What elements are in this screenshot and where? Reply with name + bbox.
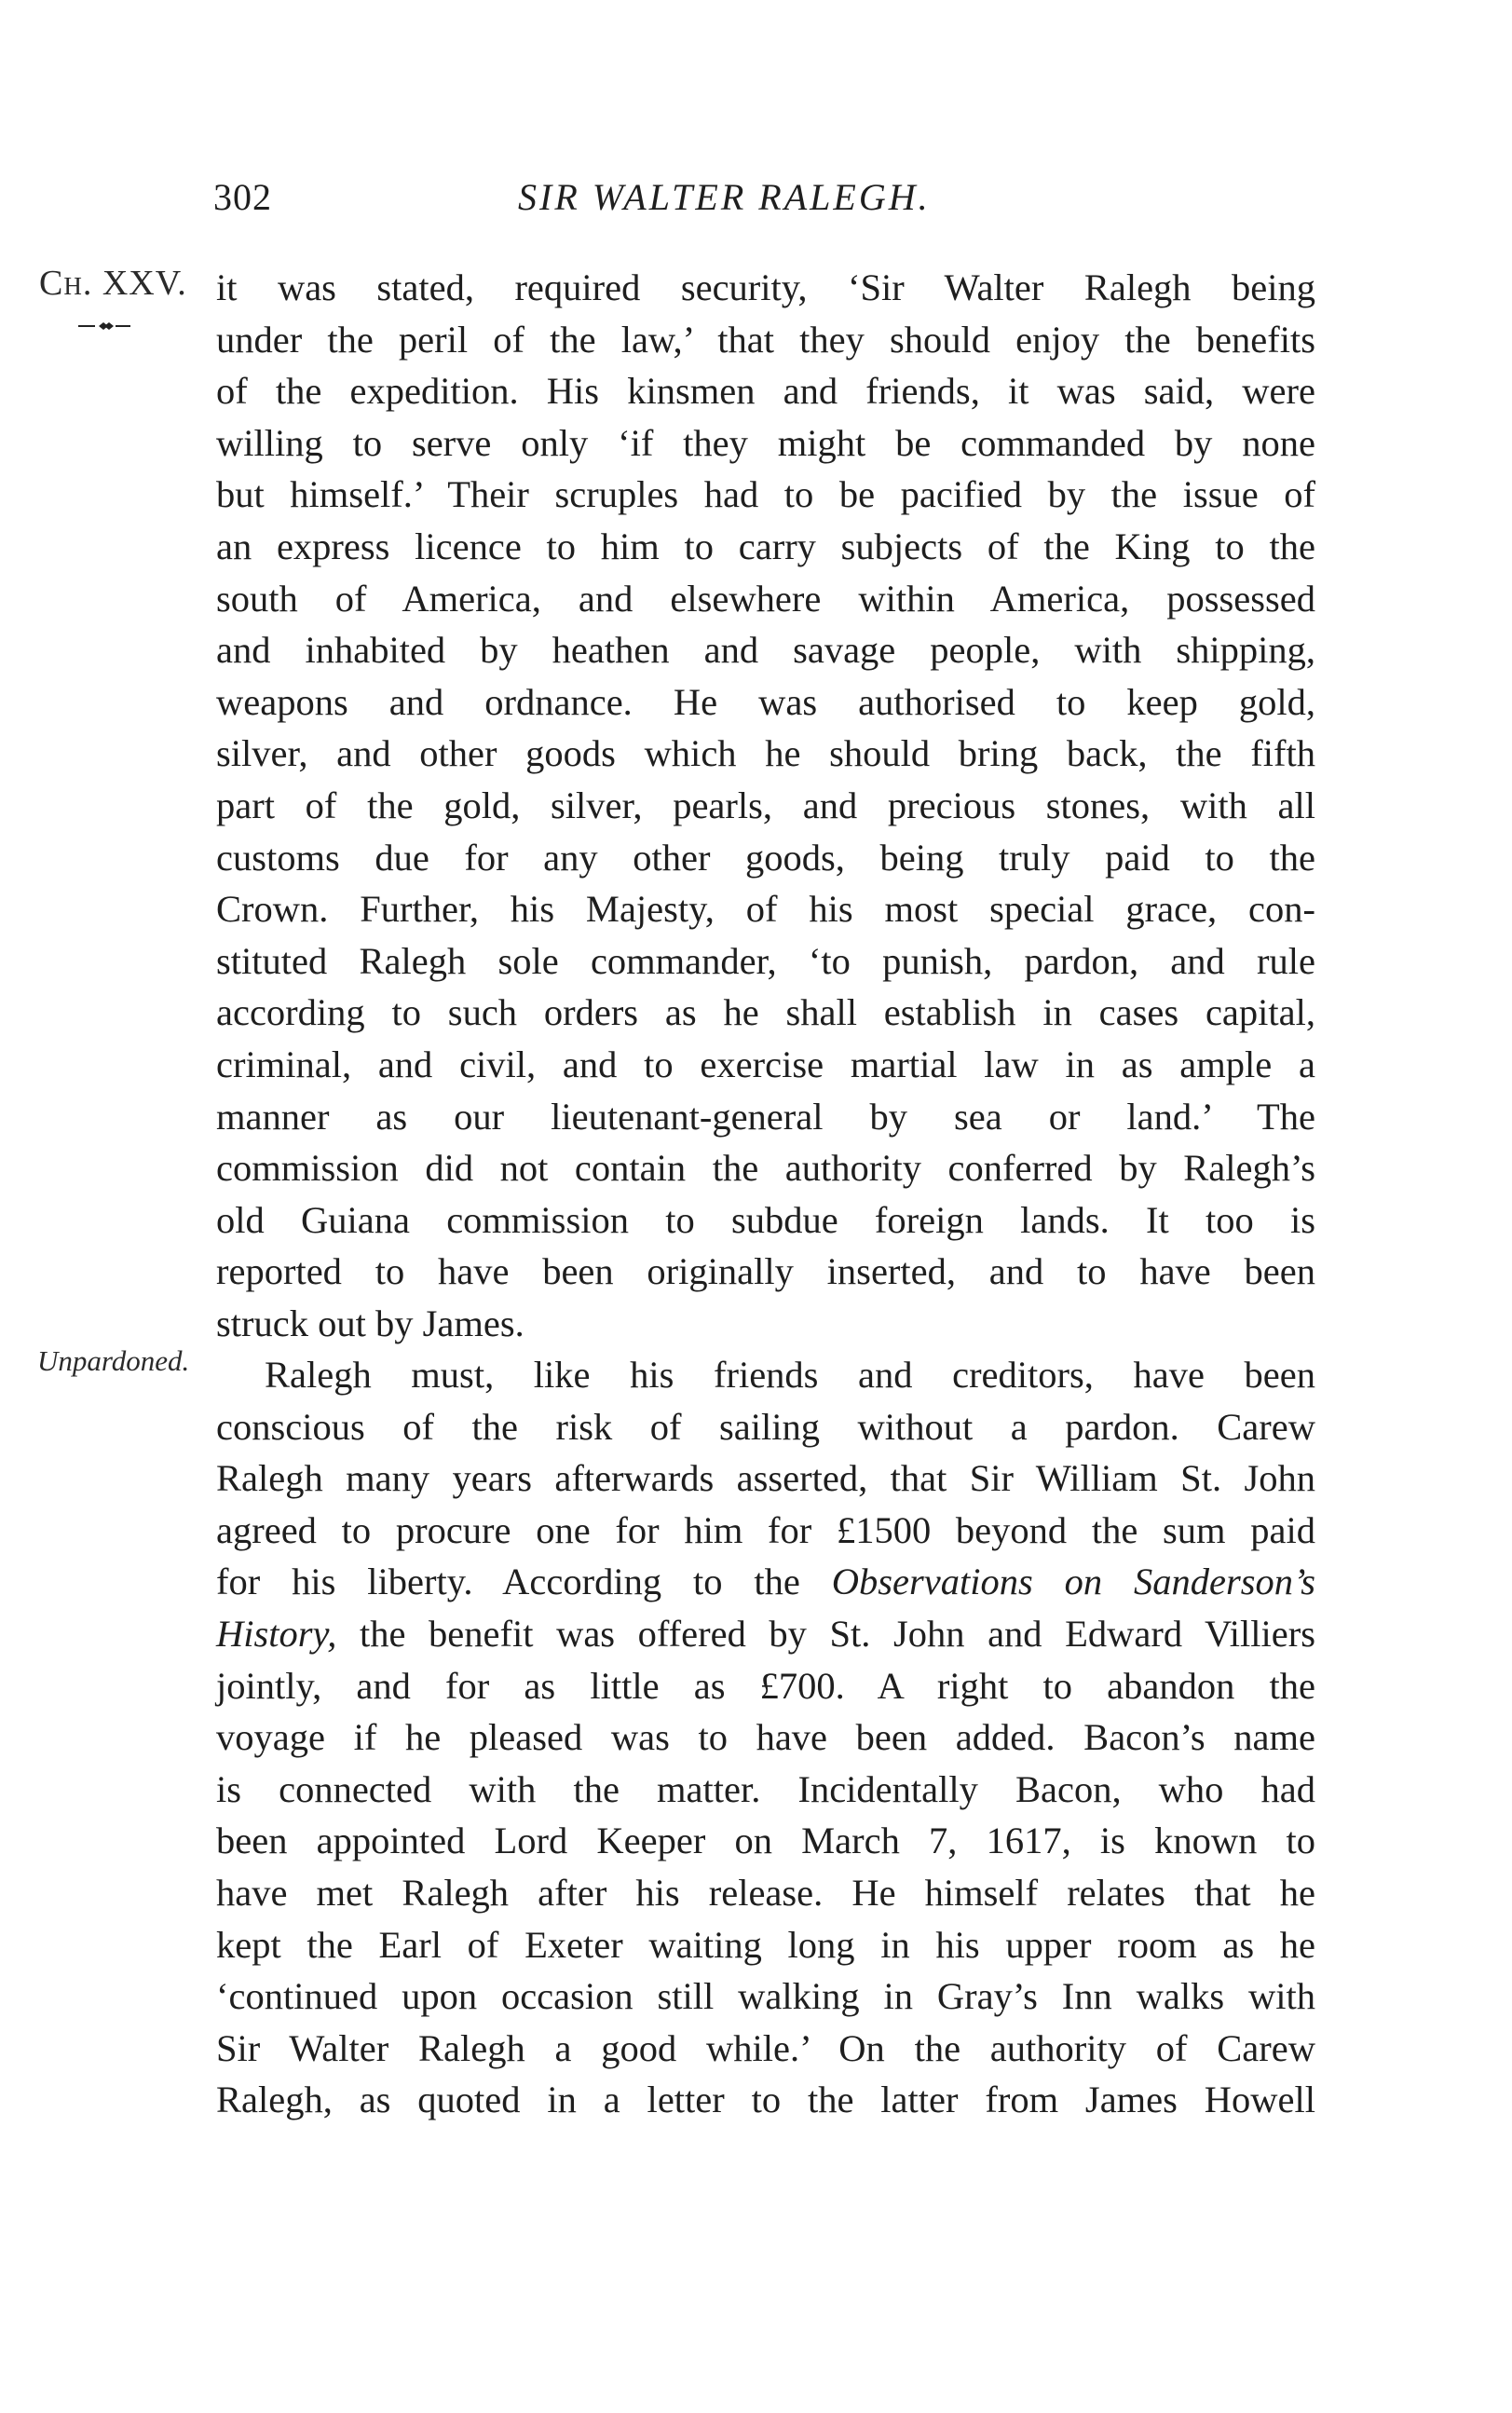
text-line: reported to have been originally inserted, and to have been [216, 1250, 1315, 1293]
chapter-sidenote: Ch. XXV. [39, 264, 187, 303]
text-line: conscious of the risk of sailing without a pardon. Carew [216, 1405, 1315, 1448]
text-line: manner as our lieutenant-general by sea or land.’ The [216, 1095, 1315, 1138]
text-line: it was stated, required security, ‘Sir Walter Ralegh being [216, 266, 1315, 308]
text-line: jointly, and for as little as £700. A right to abandon the [216, 1664, 1315, 1707]
text-line: Ralegh must, like his friends and creditors, have been [265, 1354, 1315, 1396]
text-line: Ralegh, as quoted in a letter to the latter from James Howell [216, 2079, 1315, 2121]
text-line-with-title [216, 1556, 1315, 1608]
text-line: old Guiana commission to subdue foreign lands. It too is [216, 1198, 1315, 1241]
text-line: of the expedition. His kinsmen and friends, it was said, were [216, 370, 1315, 413]
paragraph-unpardoned [216, 1349, 1315, 2126]
text-line: is connected with the matter. Incidentally Bacon, who had [216, 1767, 1315, 1810]
text-segment: for his liberty. According to the [216, 1561, 832, 1603]
text-line: weapons and ordnance. He was authorised to keep gold, [216, 680, 1315, 723]
margin-note-unpardoned: Unpardoned. [37, 1344, 190, 1377]
text-line: criminal, and civil, and to exercise martial law in as ample a [216, 1043, 1315, 1085]
text-line: ‘continued upon occasion still walking in Gray’s Inn walks with [216, 1975, 1315, 2018]
ornament-icon [78, 320, 130, 333]
text-line: Ralegh many years afterwards asserted, that Sir William St. John [216, 1457, 1315, 1500]
text-line: an express licence to him to carry subjects of the King to the [216, 525, 1315, 567]
text-line: Sir Walter Ralegh a good while.’ On the authority of Carew [216, 2026, 1315, 2069]
text-segment: the benefit was offered by St. John and Edward Villiers [336, 1612, 1315, 1655]
book-title: History, [216, 1612, 337, 1655]
text-line: agreed to procure one for him for £1500 beyond the sum paid [216, 1508, 1315, 1551]
text-line: struck out by James. [216, 1302, 524, 1344]
paragraph-commission [216, 262, 1315, 1349]
text-line: according to such orders as he shall establish in cases capital, [216, 991, 1315, 1034]
text-line: voyage if he pleased was to have been added. Bacon’s name [216, 1716, 1315, 1759]
text-line: and inhabited by heathen and savage people, with shipping, [216, 629, 1315, 672]
text-line: Crown. Further, his Majesty, of his most special grace, con- [216, 888, 1315, 931]
text-line: part of the gold, silver, pearls, and precious stones, with all [216, 784, 1315, 826]
book-title: Observations on Sanderson’s [831, 1561, 1316, 1603]
text-line: willing to serve only ‘if they might be commanded by none [216, 421, 1315, 464]
text-line: stituted Ralegh sole commander, ‘to punish, pardon, and rule [216, 939, 1315, 982]
page-number: 302 [213, 176, 272, 218]
text-line-with-title [216, 1608, 1315, 1660]
text-line: but himself.’ Their scruples had to be pacified by the issue of [216, 473, 1315, 516]
text-line: commission did not contain the authority conferred by Ralegh’s [216, 1147, 1315, 1190]
text-line: under the peril of the law,’ that they should enjoy the benefits [216, 318, 1315, 361]
text-line: kept the Earl of Exeter waiting long in his upper room as he [216, 1923, 1315, 1966]
text-line: customs due for any other goods, being truly paid to the [216, 836, 1315, 879]
text-line: silver, and other goods which he should bring back, the fifth [216, 732, 1315, 775]
text-line: south of America, and elsewhere within America, possessed [216, 577, 1315, 620]
text-line: been appointed Lord Keeper on March 7, 1617, is known to [216, 1820, 1315, 1862]
text-line: have met Ralegh after his release. He himself relates that he [216, 1871, 1315, 1914]
running-head-title: SIR WALTER RALEGH. [518, 176, 931, 218]
